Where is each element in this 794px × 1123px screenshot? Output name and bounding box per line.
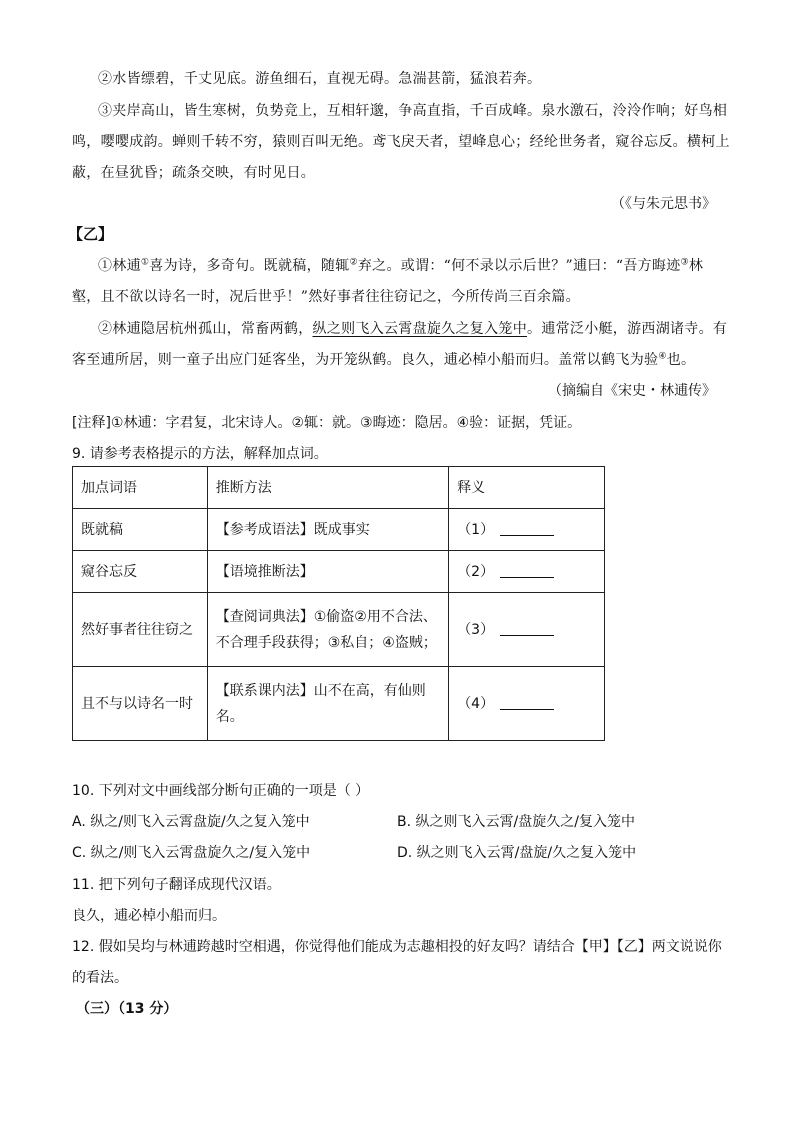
yi-paragraph-2-line-1	[98, 318, 727, 338]
table-row	[73, 551, 605, 593]
answer-blank[interactable]	[500, 521, 554, 536]
table-cell-word: 窥谷忘反	[73, 551, 208, 593]
annotation-notes: [注释]①林逋：字君复，北宋诗人。②辄：就。③晦迹：隐居。④验：证据，凭证。	[72, 415, 582, 431]
note-marker-1: ①	[140, 257, 150, 268]
yi-p2-text-b: 。逋常泛小艇，游西湖诸寺。有	[527, 321, 728, 337]
option-c[interactable]: C. 纵之/则飞入云霄盘旋久之/复入笼中	[72, 845, 311, 861]
table-row	[73, 667, 605, 741]
question-12-stem-line-1: 12. 假如吴均与林逋跨越时空相遇，你觉得他们能成为志趣相投的好友吗？请结合【甲】【乙】两文说说你	[72, 939, 722, 955]
yi-p2-text-c: 客至逋所居，则一童子出应门延客坐，为开笼纵鹤。良久，逋必棹小船而归。盖常以鹤飞为验	[72, 352, 659, 368]
answer-label: （1）	[457, 521, 495, 538]
option-d[interactable]: D. 纵之则飞入云霄/盘旋/久之复入笼中	[397, 845, 637, 861]
table-header-cell: 释义	[449, 467, 605, 509]
method-line: 不合理手段获得；③私自；④盗贼；	[215, 634, 437, 651]
jia-paragraph-3-line-2: 鸣，嘤嘤成韵。蝉则千转不穷，猿则百叫无绝。鸢飞戾天者，望峰息心；经纶世务者，窥谷忘反。横柯上	[72, 134, 730, 150]
yi-p1-text-c: 弃之。或谓：“何不录以示后世？”逋曰：“吾方晦迹	[357, 258, 681, 274]
yi-heading: 【乙】	[68, 225, 114, 243]
underlined-sentence: 纵之则飞入云霄盘旋久之复入笼中	[312, 321, 527, 337]
yi-source: （摘编自《宋史・林逋传》	[548, 383, 716, 399]
question-10-stem: 10. 下列对文中画线部分断句正确的一项是（ ）	[72, 783, 370, 799]
yi-p2-text-d: 也。	[666, 352, 696, 368]
table-cell-answer	[449, 509, 605, 551]
section-3-heading: （三）（13 分）	[76, 1001, 178, 1017]
option-a[interactable]: A. 纵之/则飞入云霄盘旋/久之复入笼中	[72, 814, 310, 830]
table-cell-method	[207, 593, 448, 667]
answer-label: （2）	[457, 563, 495, 580]
table-header-cell: 加点词语	[73, 467, 208, 509]
table-cell-method	[207, 667, 448, 741]
table-cell-word: 然好事者往往窃之	[73, 593, 208, 667]
note-marker-4: ④	[658, 351, 667, 362]
yi-p1-text-d: 林	[688, 258, 704, 274]
yi-paragraph-1-line-1	[98, 255, 703, 275]
jia-paragraph-3-line-1: ③夹岸高山，皆生寒树，负势竞上，互相轩邈，争高直指，千百成峰。泉水激石，泠泠作响；好鸟相	[98, 103, 728, 119]
answer-label: （3）	[457, 621, 495, 638]
note-marker-3: ③	[680, 257, 689, 268]
jia-paragraph-3-line-3: 蔽，在昼犹昏；疏条交映，有时见日。	[72, 165, 316, 181]
yi-paragraph-1-line-2: 壑，且不欲以诗名一时，况后世乎！”然好事者往往窃记之，今所传尚三百余篇。	[72, 289, 580, 305]
table-cell-method: 【参考成语法】既成事实	[207, 509, 448, 551]
yi-p1-text-a: ①林逋	[98, 258, 141, 274]
method-line: 【查阅词典法】①偷盗②用不合法、	[215, 608, 437, 625]
question-9-stem: 9. 请参考表格提示的方法，解释加点词。	[72, 446, 328, 462]
answer-blank[interactable]	[500, 563, 554, 578]
jia-source: （《与朱元思书》	[611, 196, 716, 212]
table-row	[73, 509, 605, 551]
table-cell-answer	[449, 551, 605, 593]
note-marker-2: ②	[349, 257, 358, 268]
yi-p2-text-a: ②林逋隐居杭州孤山，常畜两鹤，	[98, 321, 313, 337]
yi-paragraph-2-line-2	[72, 349, 695, 369]
method-line: 【联系课内法】山不在高，有仙则	[215, 682, 426, 699]
option-b[interactable]: B. 纵之则飞入云霄/盘旋久之/复入笼中	[397, 814, 635, 830]
yi-p1-text-b: 喜为诗，多奇句。既就稿，随辄	[149, 258, 350, 274]
table-header-cell: 推断方法	[207, 467, 448, 509]
table-cell-answer	[449, 593, 605, 667]
table-header-row	[73, 467, 605, 509]
table-cell-method: 【语境推断法】	[207, 551, 448, 593]
question-9-table	[72, 466, 605, 741]
question-12-stem-line-2: 的看法。	[72, 970, 128, 986]
table-row	[73, 593, 605, 667]
answer-blank[interactable]	[500, 621, 554, 636]
method-line: 名。	[215, 708, 244, 725]
answer-label: （4）	[457, 695, 495, 712]
question-11-stem: 11. 把下列句子翻译成现代汉语。	[72, 877, 281, 893]
table-cell-word: 且不与以诗名一时	[73, 667, 208, 741]
question-11-sentence: 良久，逋必棹小船而归。	[72, 908, 226, 924]
table-cell-answer	[449, 667, 605, 741]
answer-blank[interactable]	[500, 695, 554, 710]
table-cell-word: 既就稿	[73, 509, 208, 551]
jia-paragraph-2: ②水皆缥碧，千丈见底。游鱼细石，直视无碍。急湍甚箭，猛浪若奔。	[98, 71, 542, 87]
